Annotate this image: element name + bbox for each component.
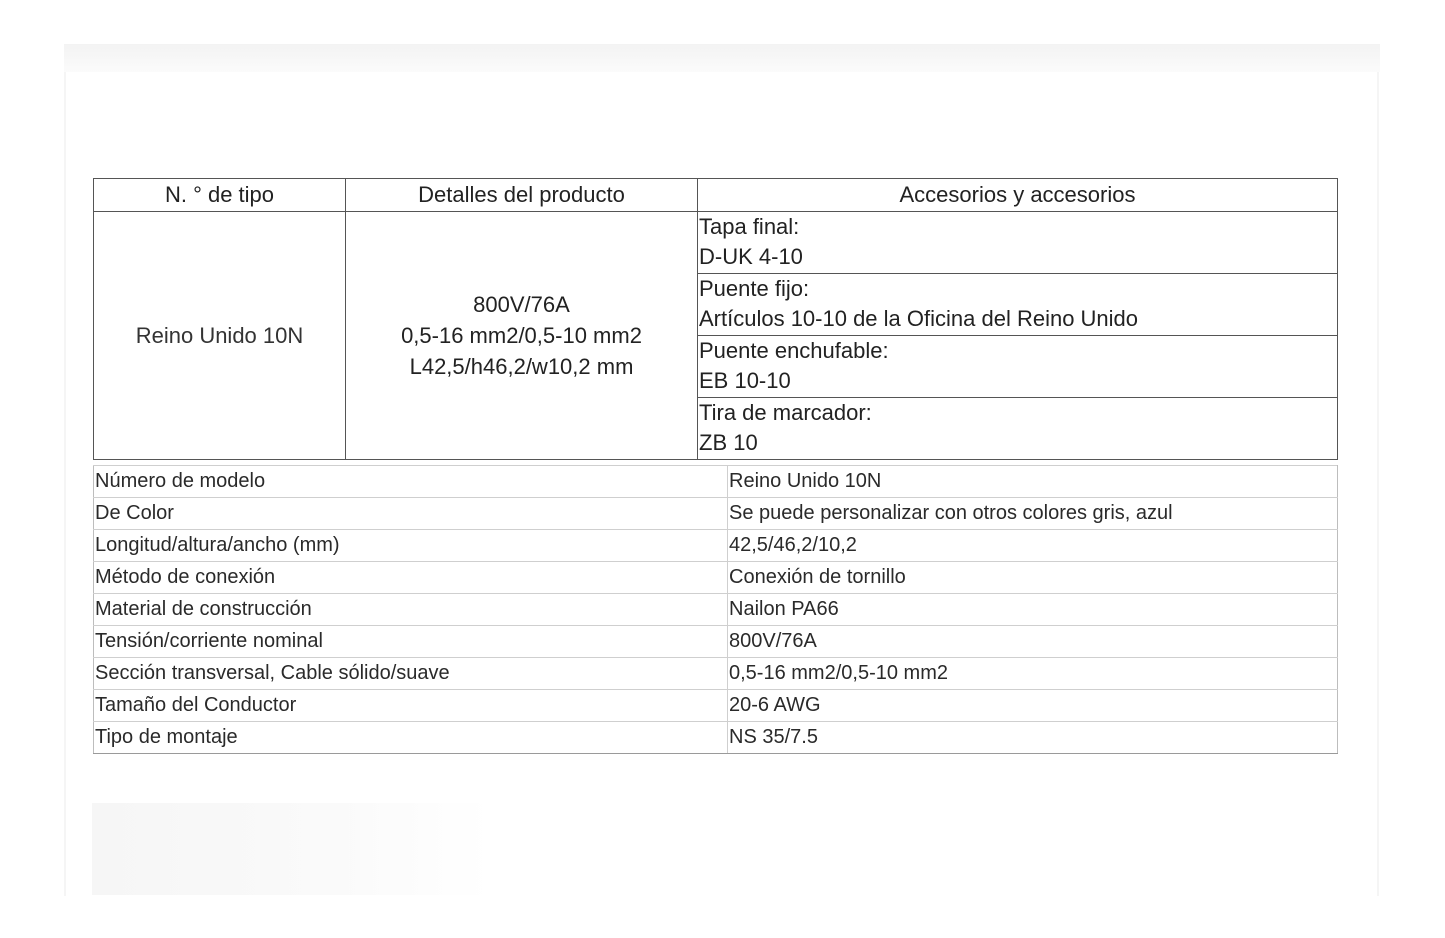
accessory-cell xyxy=(698,274,1338,336)
accessory-cell xyxy=(698,212,1338,274)
spec-name: De Color xyxy=(94,498,728,530)
accessory-value: Artículos 10-10 de la Oficina del Reino Unido xyxy=(699,306,1139,331)
spec-row xyxy=(94,498,1338,530)
accessory-label: Tira de marcador: xyxy=(699,400,872,425)
detail-line: L42,5/h46,2/w10,2 mm xyxy=(409,354,634,379)
header-product-details: Detalles del producto xyxy=(346,179,698,212)
spec-row xyxy=(94,658,1338,690)
spec-value: Nailon PA66 xyxy=(728,594,1338,626)
spec-value: Reino Unido 10N xyxy=(728,466,1338,498)
header-accessories: Accesorios y accesorios xyxy=(698,179,1338,212)
spec-name: Método de conexión xyxy=(94,562,728,594)
detail-line: 0,5-16 mm2/0,5-10 mm2 xyxy=(401,323,642,348)
spec-name: Número de modelo xyxy=(94,466,728,498)
right-edge-shadow xyxy=(1377,72,1379,896)
bottom-smudge xyxy=(92,803,492,895)
spec-name: Longitud/altura/ancho (mm) xyxy=(94,530,728,562)
accessory-label: Puente enchufable: xyxy=(699,338,889,363)
accessory-value: D-UK 4-10 xyxy=(699,244,803,269)
product-row xyxy=(94,212,1338,274)
top-border-band xyxy=(64,44,1380,72)
accessory-label: Tapa final: xyxy=(699,214,800,239)
accessory-value: ZB 10 xyxy=(699,430,758,455)
accessory-label: Puente fijo: xyxy=(699,276,810,301)
spec-name: Material de construcción xyxy=(94,594,728,626)
spec-name: Tipo de montaje xyxy=(94,722,728,754)
spec-value: 800V/76A xyxy=(728,626,1338,658)
spec-value: 42,5/46,2/10,2 xyxy=(728,530,1338,562)
accessory-cell xyxy=(698,336,1338,398)
spec-row xyxy=(94,466,1338,498)
spec-value: NS 35/7.5 xyxy=(728,722,1338,754)
header-type-no: N. ° de tipo xyxy=(94,179,346,212)
spec-name: Sección transversal, Cable sólido/suave xyxy=(94,658,728,690)
product-table xyxy=(93,178,1338,460)
spec-row xyxy=(94,690,1338,722)
spec-row xyxy=(94,594,1338,626)
spec-value: 0,5-16 mm2/0,5-10 mm2 xyxy=(728,658,1338,690)
product-details-cell xyxy=(346,212,698,460)
spec-row xyxy=(94,722,1338,754)
spec-row xyxy=(94,626,1338,658)
spec-name: Tamaño del Conductor xyxy=(94,690,728,722)
accessory-cell xyxy=(698,398,1338,460)
spec-row xyxy=(94,530,1338,562)
spec-row xyxy=(94,562,1338,594)
left-edge-shadow xyxy=(64,72,66,896)
spec-value: Conexión de tornillo xyxy=(728,562,1338,594)
spec-value: 20-6 AWG xyxy=(728,690,1338,722)
accessory-value: EB 10-10 xyxy=(699,368,791,393)
spec-value: Se puede personalizar con otros colores gris, azul xyxy=(728,498,1338,530)
type-no-cell: Reino Unido 10N xyxy=(94,212,346,460)
spec-name: Tensión/corriente nominal xyxy=(94,626,728,658)
detail-line: 800V/76A xyxy=(473,292,570,317)
product-table-header xyxy=(94,179,1338,212)
spec-table xyxy=(93,465,1338,754)
